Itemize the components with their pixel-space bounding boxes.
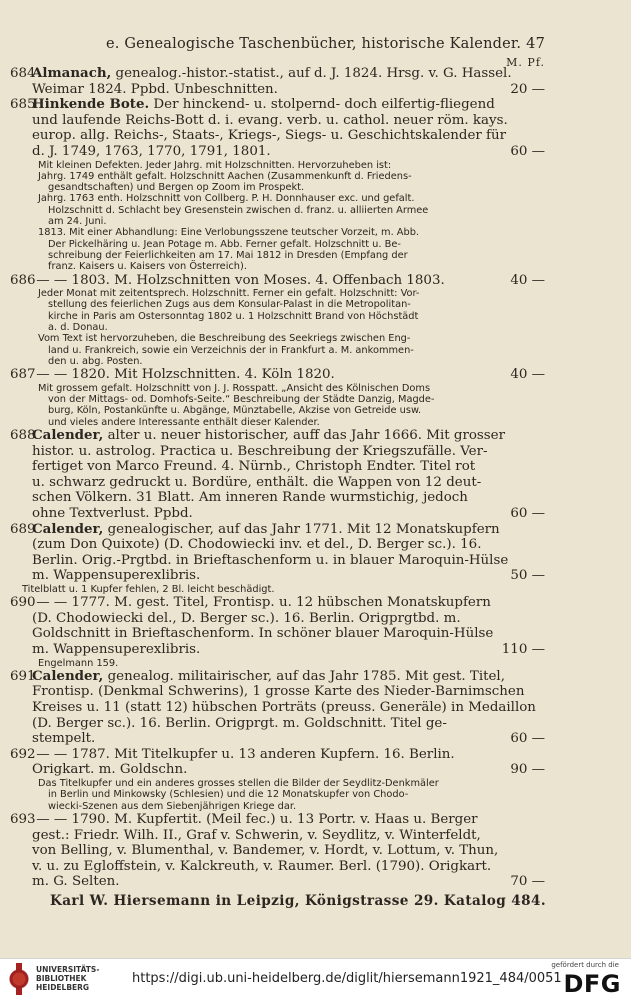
entry-line <box>10 700 545 716</box>
entry-text: Origkart. m. Goldschn. <box>32 762 188 778</box>
running-title: e. Genealogische Taschenbücher, historische Kalender. <box>106 36 522 52</box>
viewer-bottom-bar <box>0 958 631 999</box>
entry-text: Der hinckend- u. stolpernd- doch eilfertig-fliegend <box>149 97 495 113</box>
dfg-subtitle: gefördert durch die <box>551 961 619 969</box>
entry-note: in Berlin und Minkowsky (Schlesien) und die 12 Monatskupfer von Chodo- <box>48 789 409 801</box>
entry-number: 690 <box>10 595 36 611</box>
catalog-entry <box>10 595 545 669</box>
dfg-logo[interactable]: DFG <box>563 970 621 998</box>
entry-text: u. schwarz gedruckt u. Bordüre, enthält. die Wappen von 12 deut- <box>32 474 482 490</box>
entry-line <box>10 568 545 584</box>
catalog-entry <box>10 669 545 747</box>
entry-text: genealog. militairischer, auf das Jahr 1785. Mit gest. Titel, <box>103 668 505 684</box>
entry-line <box>10 762 545 778</box>
entry-text: genealogischer, auf das Jahr 1771. Mit 12 Monatskupfern <box>103 521 500 537</box>
entry-text: histor. u. astrolog. Practica u. Beschreibung der Kriegszufälle. Ver- <box>32 443 488 459</box>
entry-line <box>10 144 545 160</box>
entry-number: 687 <box>10 367 36 383</box>
entry-note: Der Pickelhäring u. Jean Potage m. Abb. Ferner gefalt. Holzschnitt u. Be- <box>48 238 401 250</box>
catalog-entry <box>10 428 545 522</box>
entry-price: 60 — <box>510 731 545 747</box>
publisher-footer: Karl W. Hiersemann in Leipzig, Königstrasse 29. Katalog 484. <box>50 893 547 909</box>
entry-note: Mit kleinen Defekten. Jeder Jahrg. mit Holzschnitten. Hervorzuheben ist: <box>38 159 392 171</box>
entry-note: stellung des feierlichen Zugs aus dem Konsular-Palast in die Metropolitan- <box>48 299 411 311</box>
entry-number: 691 <box>10 668 36 684</box>
entry-note: Engelmann 159. <box>38 657 119 669</box>
entry-note: wiecki-Szenen aus dem Siebenjährigen Kriege dar. <box>48 800 297 812</box>
entry-line <box>10 553 545 569</box>
entry-price: 90 — <box>510 762 545 778</box>
entry-number: 685 <box>10 97 36 113</box>
entry-line <box>10 273 545 289</box>
entry-line <box>10 716 545 732</box>
entry-line <box>10 669 545 685</box>
entry-text: d. J. 1749, 1763, 1770, 1791, 1801. <box>32 143 271 159</box>
page-number: 47 <box>526 36 545 52</box>
entry-text: (D. Chodowiecki del., D. Berger sc.). 16. Berlin. Origprgtbd. m. <box>32 610 461 626</box>
entry-price: 50 — <box>510 568 545 584</box>
entry-text: genealog.-histor.-statist., auf d. J. 1824. Hrsg. v. G. Hassel. <box>111 66 512 81</box>
logo-line: BIBLIOTHEK <box>36 974 87 983</box>
entry-note: franz. Kaisers u. Kaisers von Österreich). <box>48 261 247 273</box>
catalog-entry <box>10 747 545 812</box>
entry-text: m. Wappensuperexlibris. <box>32 568 201 584</box>
entry-line <box>10 522 545 538</box>
entry-price: 70 — <box>510 874 545 890</box>
entry-line <box>10 684 545 700</box>
entry-text: gest.: Friedr. Wilh. II., Graf v. Schwerin, v. Seydlitz, v. Winterfeldt, <box>32 827 481 843</box>
logo-line: UNIVERSITÄTS- <box>36 965 100 974</box>
catalog-entry <box>10 522 545 596</box>
entry-line <box>10 747 545 763</box>
entry-text: europ. allg. Reichs-, Staats-, Kriegs-, Siegs- u. Geschichtskalender für <box>32 128 507 144</box>
entry-number: 693 <box>10 811 36 827</box>
entry-note: den u. abg. Posten. <box>48 355 143 367</box>
entry-text: — — 1820. Mit Holzschnitten. 4. Köln 1820. <box>32 367 335 383</box>
entry-text: und laufende Reichs-Bott d. i. evang. verb. u. cathol. neuer röm. kays. <box>32 112 508 128</box>
entry-note: Holzschnitt d. Schlacht bey Gresenstein zwischen d. franz. u. alliierten Armee <box>48 204 429 216</box>
entry-text: (D. Berger sc.). 16. Berlin. Origprgt. m. Goldschnitt. Titel ge- <box>32 715 447 731</box>
entry-line <box>10 595 545 611</box>
entry-line <box>10 843 545 859</box>
entry-text: Kreises u. 11 (statt 12) hübschen Porträts (preuss. Generäle) in Medaillon <box>32 700 536 716</box>
entry-note: land u. Frankreich, sowie ein Verzeichnis der in Frankfurt a. M. ankommen- <box>48 344 414 356</box>
permalink-url[interactable]: https://digi.ub.uni-heidelberg.de/diglit/hiersemann1921_484/0051 <box>132 971 562 986</box>
entry-text: Frontisp. (Denkmal Schwerins), 1 grosse Karte des Nieder-Barnimschen <box>32 684 525 700</box>
entry-price: 40 — <box>510 367 545 383</box>
entry-note: kirche in Paris am Ostersonntag 1802 u. 1 Holzschnitt Brand von Höchstädt <box>48 310 419 322</box>
entry-line <box>10 611 545 627</box>
catalog-entries <box>10 66 545 890</box>
entry-price: 110 — <box>501 642 545 657</box>
catalog-entry <box>10 97 545 272</box>
entry-text: alter u. neuer historischer, auff das Jahr 1666. Mit grosser <box>103 427 505 443</box>
entry-line <box>10 367 545 383</box>
entry-note: Mit grossem gefalt. Holzschnitt von J. J. Rosspatt. „Ansicht des Kölnischen Doms <box>38 382 431 394</box>
entry-note: Vom Text ist hervorzuheben, die Beschreibung des Seekriegs zwischen Eng- <box>38 333 411 345</box>
catalog-entry <box>10 367 545 428</box>
entry-keyword: Hinkende Bote. <box>32 96 150 113</box>
entry-line <box>10 444 545 460</box>
entry-price: 40 — <box>510 272 545 288</box>
entry-text: Berlin. Orig.-Prgtbd. in Brieftaschenform u. in blauer Maroquin-Hülse <box>32 552 509 568</box>
entry-line <box>10 874 545 890</box>
entry-text: von Belling, v. Blumenthal, v. Bandemer, v. Hordt, v. Lottum, v. Thun, <box>32 843 499 859</box>
entry-text: m. Wappensuperexlibris. <box>32 642 201 657</box>
entry-note: am 24. Juni. <box>48 216 107 228</box>
entry-text: v. u. zu Egloffstein, v. Kalckreuth, v. Raumer. Berl. (1790). Origkart. <box>32 858 492 874</box>
entry-text: m. G. Selten. <box>32 874 120 890</box>
entry-note: gesandtschaften) und Bergen op Zoom im Prospekt. <box>48 182 305 194</box>
entry-note: schreibung der Feierlichkeiten am 17. Mai 1812 in Dresden (Empfang der <box>48 249 408 261</box>
entry-number: 692 <box>10 746 36 762</box>
entry-line <box>10 812 545 828</box>
entry-line <box>10 475 545 491</box>
entry-text: stempelt. <box>32 731 96 747</box>
entry-text: — — 1787. Mit Titelkupfer u. 13 anderen Kupfern. 16. Berlin. <box>32 746 455 762</box>
entry-note: 1813. Mit einer Abhandlung: Eine Verlobungsszene teutscher Vorzeit, m. Abb. <box>38 227 420 239</box>
logo-line: HEIDELBERG <box>36 983 90 992</box>
entry-line <box>10 428 545 444</box>
entry-text: ohne Textverlust. Ppbd. <box>32 505 193 521</box>
entry-text: schen Völkern. 31 Blatt. Am inneren Rande wurmstichig, jedoch <box>32 490 468 506</box>
entry-line <box>10 128 545 144</box>
entry-price: 60 — <box>510 143 545 159</box>
entry-line <box>10 82 545 98</box>
library-logo-icon[interactable] <box>6 963 32 995</box>
entry-line <box>10 642 545 658</box>
entry-note: Titelblatt u. 1 Kupfer fehlen, 2 Bl. leicht beschädigt. <box>22 583 275 595</box>
entry-number: 689 <box>10 521 36 537</box>
entry-line <box>10 537 545 553</box>
entry-line <box>10 859 545 875</box>
entry-text: fertiget von Marco Freund. 4. Nürnb., Christoph Endter. Titel rot <box>32 459 476 475</box>
entry-number: 686 <box>10 272 36 288</box>
entry-note: a. d. Donau. <box>48 322 108 334</box>
entry-note: Jahrg. 1763 enth. Holzschnitt von Collberg. P. H. Donnhauser exc. und gefalt. <box>38 193 415 205</box>
entry-line <box>10 506 545 522</box>
entry-note: Jahrg. 1749 enthält gefalt. Holzschnitt Aachen (Zusammenkunft d. Friedens- <box>38 170 412 182</box>
entry-keyword: Calender, <box>32 667 104 684</box>
entry-note: und vieles andere Interessante enthält dieser Kalender. <box>48 416 320 428</box>
entry-price: 60 — <box>510 505 545 521</box>
entry-line <box>10 113 545 129</box>
entry-line <box>10 490 545 506</box>
entry-note: Das Titelkupfer und ein anderes grosses stellen die Bilder der Seydlitz-Denkmäler <box>38 778 439 790</box>
entry-line <box>10 97 545 113</box>
catalog-entry <box>10 273 545 368</box>
entry-line <box>10 731 545 747</box>
entry-text: Goldschnitt in Brieftaschenform. In schöner blauer Maroquin-Hülse <box>32 626 494 642</box>
entry-line <box>10 66 545 82</box>
catalog-entry <box>10 66 545 97</box>
entry-text: — — 1790. M. Kupfertit. (Meil fec.) u. 13 Portr. v. Haas u. Berger <box>32 811 478 827</box>
library-logo-text <box>36 965 99 992</box>
entry-note: burg, Köln, Postankünfte u. Abgänge, Münztabelle, Akzise von Getreide usw. <box>48 405 422 417</box>
entry-price: 20 — <box>510 81 545 97</box>
entry-line <box>10 626 545 642</box>
catalog-entry <box>10 812 545 890</box>
entry-keyword: Calender, <box>32 426 104 443</box>
entry-text: (zum Don Quixote) (D. Chodowiecki inv. et del., D. Berger sc.). 16. <box>32 537 482 553</box>
entry-keyword: Calender, <box>32 520 104 537</box>
price-column-header: M. Pf. <box>506 56 545 69</box>
entry-note: Jeder Monat mit zeitentsprech. Holzschnitt. Ferner ein gefalt. Holzschnitt: Vor- <box>38 288 420 300</box>
entry-text: — — 1803. M. Holzschnitten von Moses. 4. Offenbach 1803. <box>32 272 445 288</box>
entry-line <box>10 459 545 475</box>
entry-number: 684 <box>10 66 36 81</box>
entry-text: Weimar 1824. Ppbd. Unbeschnitten. <box>32 81 278 97</box>
entry-line <box>10 828 545 844</box>
entry-number: 688 <box>10 427 36 443</box>
entry-keyword: Almanach, <box>32 65 112 81</box>
entry-text: — — 1777. M. gest. Titel, Frontisp. u. 12 hübschen Monatskupfern <box>32 595 491 611</box>
entry-note: von der Mittags- od. Domhofs-Seite.“ Beschreibung der Städte Danzig, Magde- <box>48 394 435 406</box>
